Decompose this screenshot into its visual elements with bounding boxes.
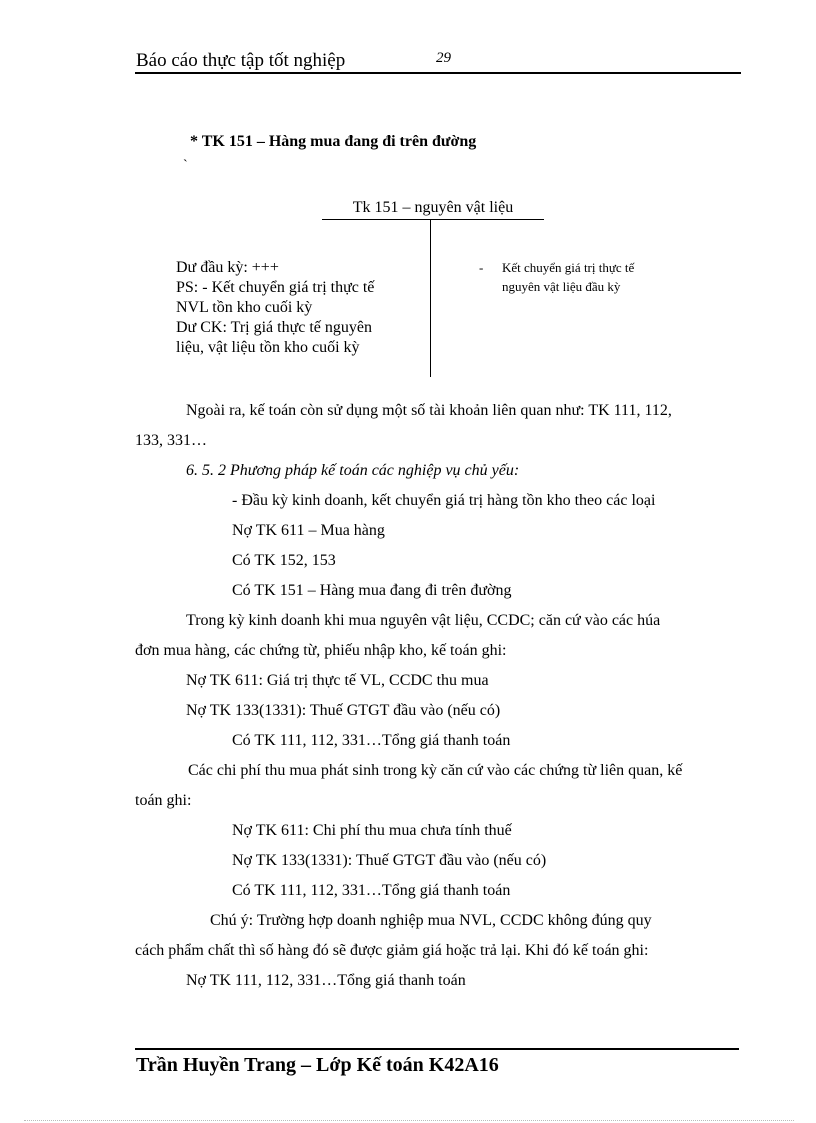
body-line: Có TK 111, 112, 331…Tổng giá thanh toán [232, 732, 511, 749]
subsection-heading: 6. 5. 2 Phương pháp kế toán các nghiệp vụ chủ yếu: [186, 462, 520, 479]
stray-mark: ` [183, 158, 188, 173]
section-title: * TK 151 – Hàng mua đang đi trên đường [190, 133, 477, 150]
t-account-debit-side [176, 258, 374, 358]
body-line: Nợ TK 133(1331): Thuế GTGT đầu vào (nếu có) [232, 852, 547, 869]
debit-line: liệu, vật liệu tồn kho cuối kỳ [176, 339, 360, 356]
credit-line: nguyên vật liệu đầu kỳ [502, 279, 621, 294]
header-title: Báo cáo thực tập tốt nghiệp [136, 50, 346, 71]
credit-line: Kết chuyển giá trị thực tế [502, 260, 635, 275]
body-line: đơn mua hàng, các chứng từ, phiếu nhập kho, kế toán ghi: [135, 642, 507, 659]
body-line: Chú ý: Trường hợp doanh nghiệp mua NVL, CCDC không đúng quy [210, 912, 652, 929]
debit-line: NVL tồn kho cuối kỳ [176, 299, 313, 316]
body-line: Các chi phí thu mua phát sinh trong kỳ căn cứ vào các chứng từ liên quan, kế [188, 762, 683, 779]
body-line: Nợ TK 133(1331): Thuế GTGT đầu vào (nếu có) [186, 702, 501, 719]
t-account-title: Tk 151 – nguyên vật liệu [352, 199, 514, 216]
body-line: Nợ TK 611: Chi phí thu mua chưa tính thuế [232, 822, 512, 839]
body-line: Có TK 152, 153 [232, 552, 336, 569]
page-cut-line [24, 1120, 794, 1121]
body-line: Nợ TK 611 – Mua hàng [232, 522, 385, 539]
debit-line: PS: - Kết chuyển giá trị thực tế [176, 279, 375, 296]
debit-line: Dư đầu kỳ: +++ [176, 259, 279, 276]
header-rule [135, 72, 741, 74]
body-line: 133, 331… [135, 432, 207, 449]
body-line: Nợ TK 111, 112, 331…Tổng giá thanh toán [186, 972, 466, 989]
credit-dash: - [479, 260, 484, 275]
body-line: Nợ TK 611: Giá trị thực tế VL, CCDC thu mua [186, 672, 489, 689]
t-account-credit-side [479, 258, 634, 296]
page-number: 29 [436, 50, 451, 66]
footer-rule [135, 1048, 739, 1050]
footer-text: Trần Huyền Trang – Lớp Kế toán K42A16 [136, 1054, 499, 1076]
body-line: toán ghi: [135, 792, 192, 809]
body-line: - Đầu kỳ kinh doanh, kết chuyển giá trị hàng tồn kho theo các loại [232, 492, 656, 509]
t-account-vertical-rule [430, 220, 431, 377]
debit-line: Dư CK: Trị giá thực tế nguyên [176, 319, 373, 336]
body-line: Ngoài ra, kế toán còn sử dụng một số tài khoản liên quan như: TK 111, 112, [186, 402, 672, 419]
body-line: Có TK 111, 112, 331…Tổng giá thanh toán [232, 882, 511, 899]
t-account-horizontal-rule [322, 219, 544, 220]
body-line: Trong kỳ kinh doanh khi mua nguyên vật liệu, CCDC; căn cứ vào các húa [186, 612, 661, 629]
body-line: cách phẩm chất thì số hàng đó sẽ được giảm giá hoặc trả lại. Khi đó kế toán ghi: [135, 942, 649, 959]
body-line: Có TK 151 – Hàng mua đang đi trên đường [232, 582, 512, 599]
